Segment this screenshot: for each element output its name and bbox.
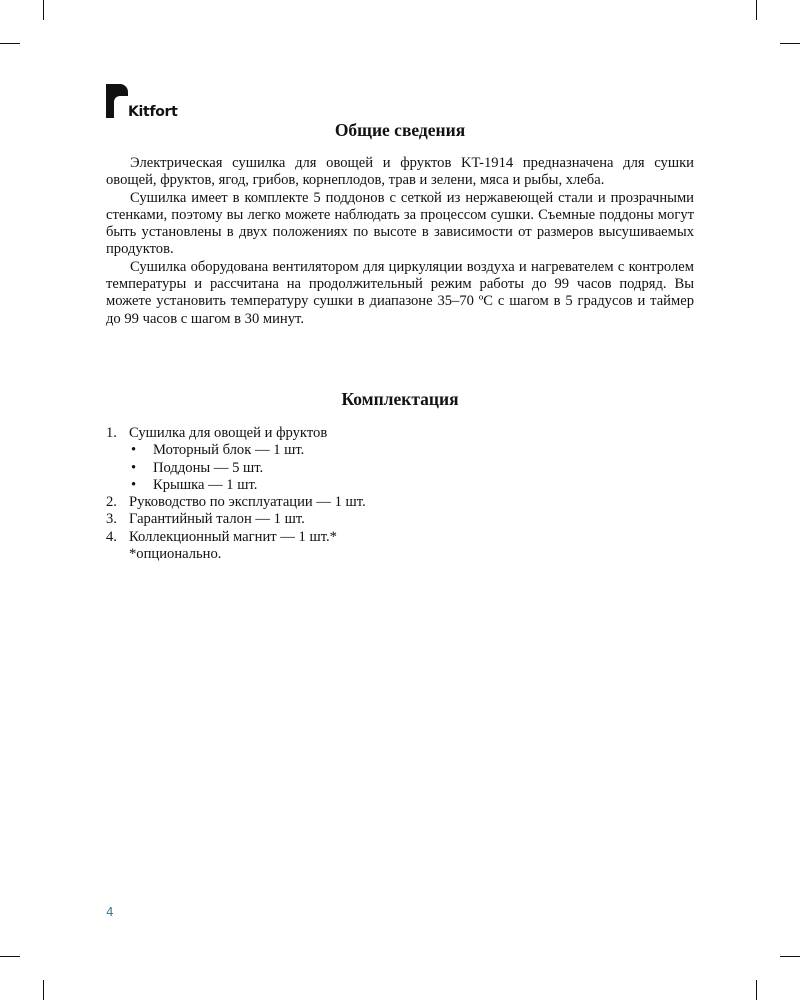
contents-list xyxy=(106,425,694,563)
list-text: Гарантийный талон — 1 шт. xyxy=(129,511,305,528)
list-text: Сушилка для овощей и фруктов xyxy=(129,425,328,441)
list-item xyxy=(106,529,694,546)
logo-text: Kitfort xyxy=(128,104,178,120)
paragraph: Электрическая сушилка для овощей и фруктов KT-1914 предназначена для сушки овощей, фруктов, ягод, грибов, корнеплодов, трав и зелени, мяса и рыбы, хлеба. xyxy=(106,155,694,189)
crop-mark-top-left-h xyxy=(0,43,20,44)
section-title-contents: Комплектация xyxy=(341,389,459,409)
list-number: 3. xyxy=(106,511,117,528)
crop-mark-bottom-left-h xyxy=(0,956,20,957)
crop-mark-top-right xyxy=(756,0,757,20)
crop-mark-bottom-left xyxy=(43,980,44,1000)
footnote: *опционально. xyxy=(129,546,222,563)
list-item xyxy=(106,511,694,528)
bullet: • xyxy=(131,476,137,493)
paragraph: Сушилка имеет в комплекте 5 поддонов с сеткой из нержавеющей стали и прозрачными стенками, поэтому вы легко можете наблюдать за процессом сушки. Съемные поддоны могут быть установлены в двух положениях по высоте в зависимости от размеров высушиваемых продуктов. xyxy=(106,189,694,258)
list-item xyxy=(106,425,694,442)
sub-list-text: Поддоны — 5 шт. xyxy=(153,459,264,476)
sub-list-item xyxy=(106,442,694,459)
sub-list-item xyxy=(106,477,694,494)
brand-logo xyxy=(106,84,226,120)
crop-mark-bottom-right-h xyxy=(780,956,800,957)
kitfort-logo-icon xyxy=(106,84,128,118)
list-text: Коллекционный магнит — 1 шт.* xyxy=(129,528,337,545)
page-number: 4 xyxy=(106,905,114,919)
sub-list-text: Моторный блок — 1 шт. xyxy=(153,442,305,459)
crop-mark-top-right-h xyxy=(780,43,800,44)
sub-list-item xyxy=(106,460,694,477)
list-number: 1. xyxy=(106,425,117,441)
list-number: 2. xyxy=(106,494,117,511)
bullet: • xyxy=(131,459,137,476)
list-number: 4. xyxy=(106,528,117,545)
list-text: Руководство по эксплуатации — 1 шт. xyxy=(129,494,366,511)
list-item xyxy=(106,494,694,511)
bullet: • xyxy=(131,442,137,459)
paragraph: Сушилка оборудована вентилятором для циркуляции воздуха и нагревателем с контролем температуры и рассчитана на продолжительный режим работы до 99 часов подряд. Вы можете установить температуру сушки в диапазоне 35–70 ºС с шагом в 5 градусов и таймер до 99 часов с шагом в 30 минут. xyxy=(106,258,694,327)
section-title-general: Общие сведения xyxy=(334,120,466,140)
general-body xyxy=(106,155,694,328)
sub-list-text: Крышка — 1 шт. xyxy=(153,476,258,493)
crop-mark-bottom-right xyxy=(756,980,757,1000)
crop-mark-top-left xyxy=(43,0,44,20)
